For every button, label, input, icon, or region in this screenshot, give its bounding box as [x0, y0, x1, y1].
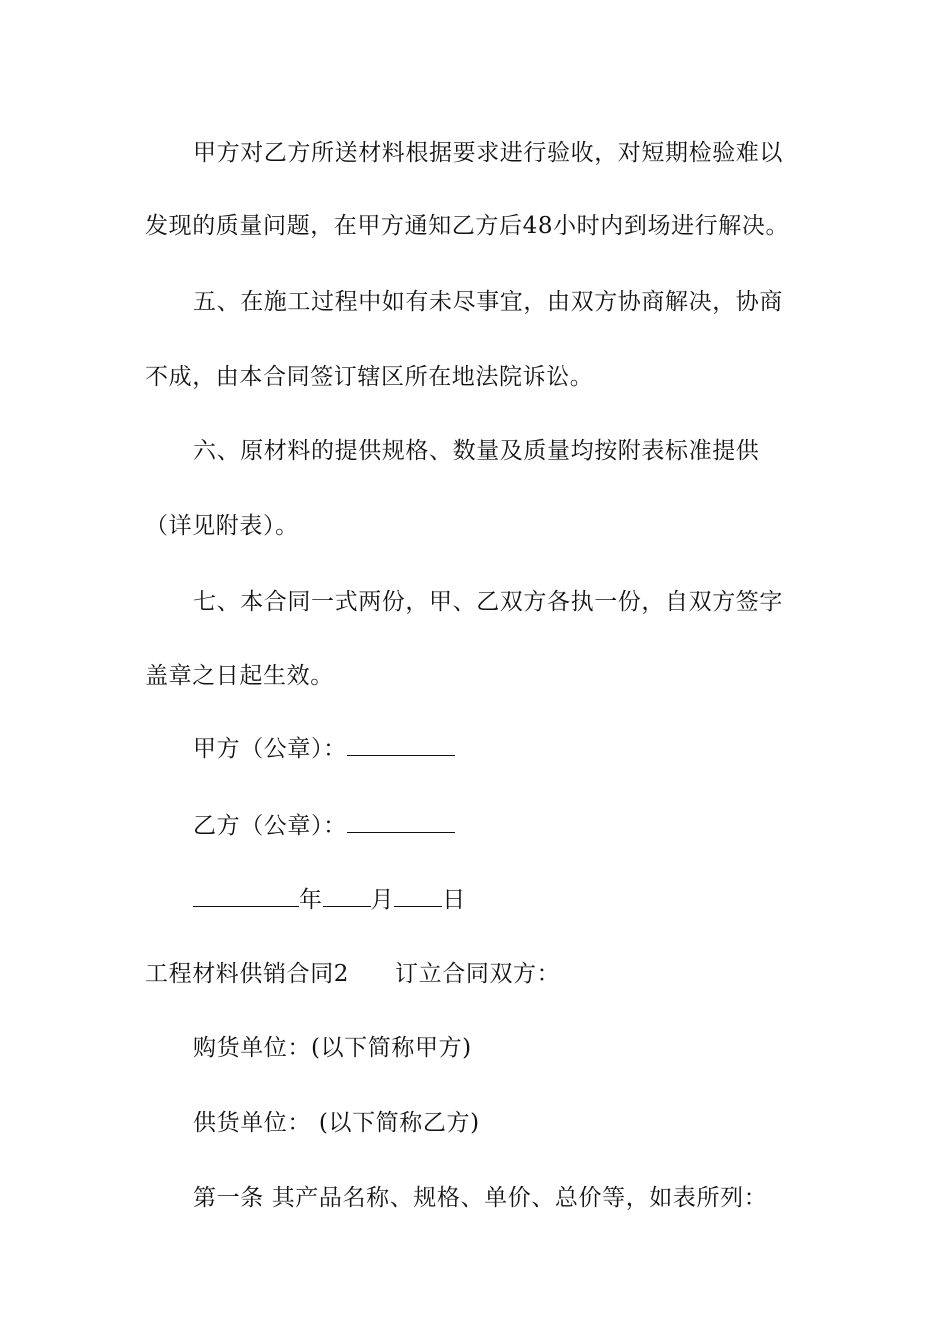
month-label: 月 — [370, 887, 395, 913]
paragraph-line: 发现的质量问题，在甲方通知乙方后48小时内到场进行解决。 — [145, 213, 790, 239]
date-line — [193, 884, 466, 915]
contract2-parties-label: 订立合同双方： — [395, 961, 561, 987]
day-label: 日 — [442, 887, 466, 913]
supplier-line: 供货单位： (以下简称乙方) — [193, 1110, 480, 1136]
paragraph-line: 七、本合同一式两份，甲、乙双方各执一份，自双方签字 — [193, 589, 783, 615]
paragraph-line: 盖章之日起生效。 — [145, 663, 334, 689]
paragraph-line: 六、原材料的提供规格、数量及质量均按附表标准提供 — [193, 438, 760, 464]
party-a-signature — [193, 733, 455, 764]
paragraph-line: 甲方对乙方所送材料根据要求进行验收，对短期检验难以 — [193, 140, 783, 166]
year-blank — [193, 884, 299, 907]
party-a-label: 甲方（公章）： — [193, 736, 347, 762]
party-b-blank — [347, 810, 455, 833]
contract2-title: 工程材料供销合同2 — [145, 961, 350, 987]
contract2-heading — [145, 959, 560, 989]
party-b-label: 乙方（公章）： — [193, 813, 347, 839]
article-one: 第一条 其产品名称、规格、单价、总价等，如表所列： — [193, 1185, 768, 1211]
buyer-line: 购货单位：(以下简称甲方) — [193, 1035, 472, 1061]
day-blank — [394, 884, 442, 907]
paragraph-line: 五、在施工过程中如有未尽事宜，由双方协商解决，协商 — [193, 289, 783, 315]
party-b-signature — [193, 810, 455, 841]
month-blank — [323, 884, 371, 907]
year-label: 年 — [299, 887, 323, 913]
paragraph-line: 不成，由本合同签订辖区所在地法院诉讼。 — [145, 364, 594, 390]
paragraph-line: （详见附表）。 — [145, 513, 299, 539]
party-a-blank — [347, 733, 455, 756]
